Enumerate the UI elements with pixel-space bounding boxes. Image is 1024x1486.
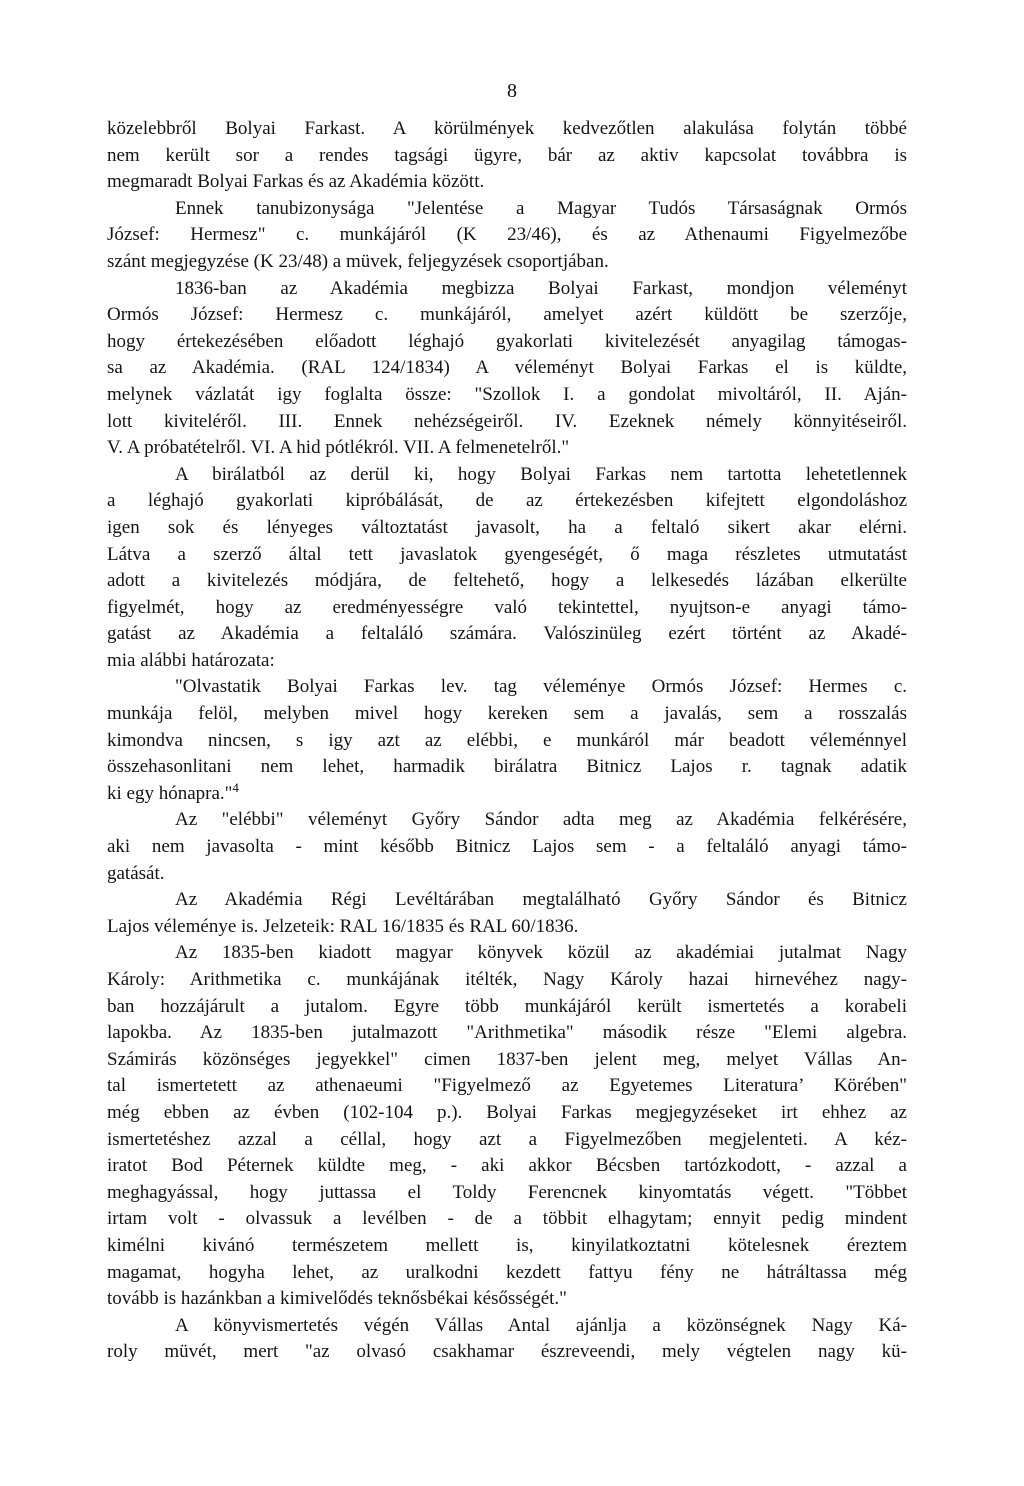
text-line: kimondva nincsen, s igy azt az elébbi, e munkáról már beadott véleménnyel	[107, 729, 907, 751]
text-line: közelebbről Bolyai Farkast. A körülmények kedvezőtlen alakulása folytán többé	[107, 118, 907, 139]
text-line: iratot Bod Péternek küldte meg, - aki akkor Bécsben tartózkodott, - azzal a	[107, 1155, 907, 1177]
text-line: Számirás közönséges jegyekkel" cimen 1837-ben jelent meg, melyet Vállas An-	[107, 1048, 907, 1070]
text-line: igen sok és lényeges változtatást javasolt, ha a feltaló sikert akar elérni.	[107, 516, 907, 538]
text-line: "Olvastatik Bolyai Farkas lev. tag véleménye Ormós József: Hermes c.	[175, 676, 907, 698]
text-line: magamat, hogyha lehet, az uralkodni kezdett fattyu fény ne hátráltassa még	[107, 1261, 907, 1283]
text-line: Lajos véleménye is. Jelzeteik: RAL 16/1835 és RAL 60/1836.	[107, 915, 579, 937]
text-line: roly müvét, mert "az olvasó csakhamar észreveendi, mely végtelen nagy kü-	[107, 1341, 907, 1363]
text-line: tovább is hazánkban a kimivelődés teknősbékai késősségét."	[107, 1288, 567, 1310]
text-line: figyelmét, hogy az eredményességre való tekintettel, nyujtson-e anyagi támo-	[107, 596, 907, 618]
text-line: 1836-ban az Akadémia megbizza Bolyai Farkast, mondjon véleményt	[175, 277, 907, 299]
text-line: lott kiviteléről. III. Ennek nehézségeiről. IV. Ezeknek némely könnyitéseiről.	[107, 410, 907, 432]
text-line: irtam volt - olvassuk a levélben - de a többit elhagytam; ennyit pedig mindent	[107, 1208, 907, 1230]
text-line: mia alábbi határozata:	[107, 649, 275, 671]
text-line: a léghajó gyakorlati kipróbálását, de az értekezésben kifejtett elgondoláshoz	[107, 490, 907, 512]
text-line: Az 1835-ben kiadott magyar könyvek közül az akadémiai jutalmat Nagy	[175, 942, 907, 964]
text-line: Ennek tanubizonysága "Jelentése a Magyar Tudós Társaságnak Ormós	[175, 197, 907, 219]
text-line: kimélni kivánó természetem mellett is, kinyilatkoztatni kötelesnek éreztem	[107, 1234, 907, 1256]
text-line: Az "elébbi" véleményt Győry Sándor adta meg az Akadémia felkérésére,	[175, 809, 907, 831]
text-line: A birálatból az derül ki, hogy Bolyai Farkas nem tartotta lehetetlennek	[175, 463, 907, 485]
footnote-ref: 4	[232, 779, 239, 795]
text-line: szánt megjegyzése (K 23/48) a müvek, feljegyzések csoportjában.	[107, 250, 609, 272]
text-line: Látva a szerző által tett javaslatok gyengeségét, ő maga részletes utmutatást	[107, 543, 907, 565]
page-number: 8	[507, 80, 517, 102]
text-line: gatást az Akadémia a feltaláló számára. Valószinüleg ezért történt az Akadé-	[107, 623, 907, 645]
text-line: gatását.	[107, 862, 165, 884]
text-line: még ebben az évben (102-104 p.). Bolyai Farkas megjegyzéseket irt ehhez az	[107, 1101, 907, 1123]
text-line: ban hozzájárult a jutalom. Egyre több munkájáról került ismertetés a korabeli	[107, 995, 907, 1017]
text-line: nem került sor a rendes tagsági ügyre, bár az aktiv kapcsolat továbbra is	[107, 144, 907, 166]
text-line: Az Akadémia Régi Levéltárában megtalálható Győry Sándor és Bitnicz	[175, 889, 907, 911]
text-line: összehasonlitani nem lehet, harmadik birálatra Bitnicz Lajos r. tagnak adatik	[107, 756, 907, 778]
text-line: melynek vázlatát igy foglalta össze: "Szollok I. a gondolat mivoltáról, II. Aján-	[107, 383, 907, 405]
text-line: tal ismertetett az athenaeumi "Figyelmező az Egyetemes Literatura’ Körében"	[107, 1075, 907, 1097]
text-line: aki nem javasolta - mint később Bitnicz Lajos sem - a feltaláló anyagi támo-	[107, 836, 907, 858]
text-line: A könyvismertetés végén Vállas Antal ajánlja a közönségnek Nagy Ká-	[175, 1314, 907, 1336]
text-fragment: ki egy hónapra."	[107, 782, 233, 804]
text-line: meghagyással, hogy juttassa el Toldy Ferencnek kinyomtatás végett. "Többet	[107, 1181, 907, 1203]
text-line: munkája felöl, melyben mivel hogy kereken sem a javalás, sem a rosszalás	[107, 703, 907, 725]
text-line: V. A próbatételről. VI. A hid pótlékról. VII. A felmenetelről."	[107, 437, 570, 459]
quote-end-line	[107, 781, 907, 808]
text-line: lapokba. Az 1835-ben jutalmazott "Arithmetika" második része "Elemi algebra.	[107, 1022, 907, 1044]
text-line: sa az Akadémia. (RAL 124/1834) A véleményt Bolyai Farkas el is küldte,	[107, 357, 907, 379]
text-line: ismertetéshez azzal a céllal, hogy azt a Figyelmezőben megjelenteti. A kéz-	[107, 1128, 907, 1150]
text-line: József: Hermesz" c. munkájáról (K 23/46), és az Athenaumi Figyelmezőbe	[107, 224, 907, 246]
text-line: Ormós József: Hermesz c. munkájáról, amelyet azért küldött be szerzője,	[107, 304, 907, 326]
text-line: hogy értekezésében előadott léghajó gyakorlati kivitelezését anyagilag támogas-	[107, 330, 907, 352]
text-line: adott a kivitelezés módjára, de feltehető, hogy a lelkesedés lázában elkerülte	[107, 570, 907, 592]
body-text	[107, 116, 907, 1366]
text-line: Károly: Arithmetika c. munkájának itélték, Nagy Károly hazai hirnevéhez nagy-	[107, 969, 907, 990]
text-line: megmaradt Bolyai Farkas és az Akadémia között.	[107, 171, 485, 193]
